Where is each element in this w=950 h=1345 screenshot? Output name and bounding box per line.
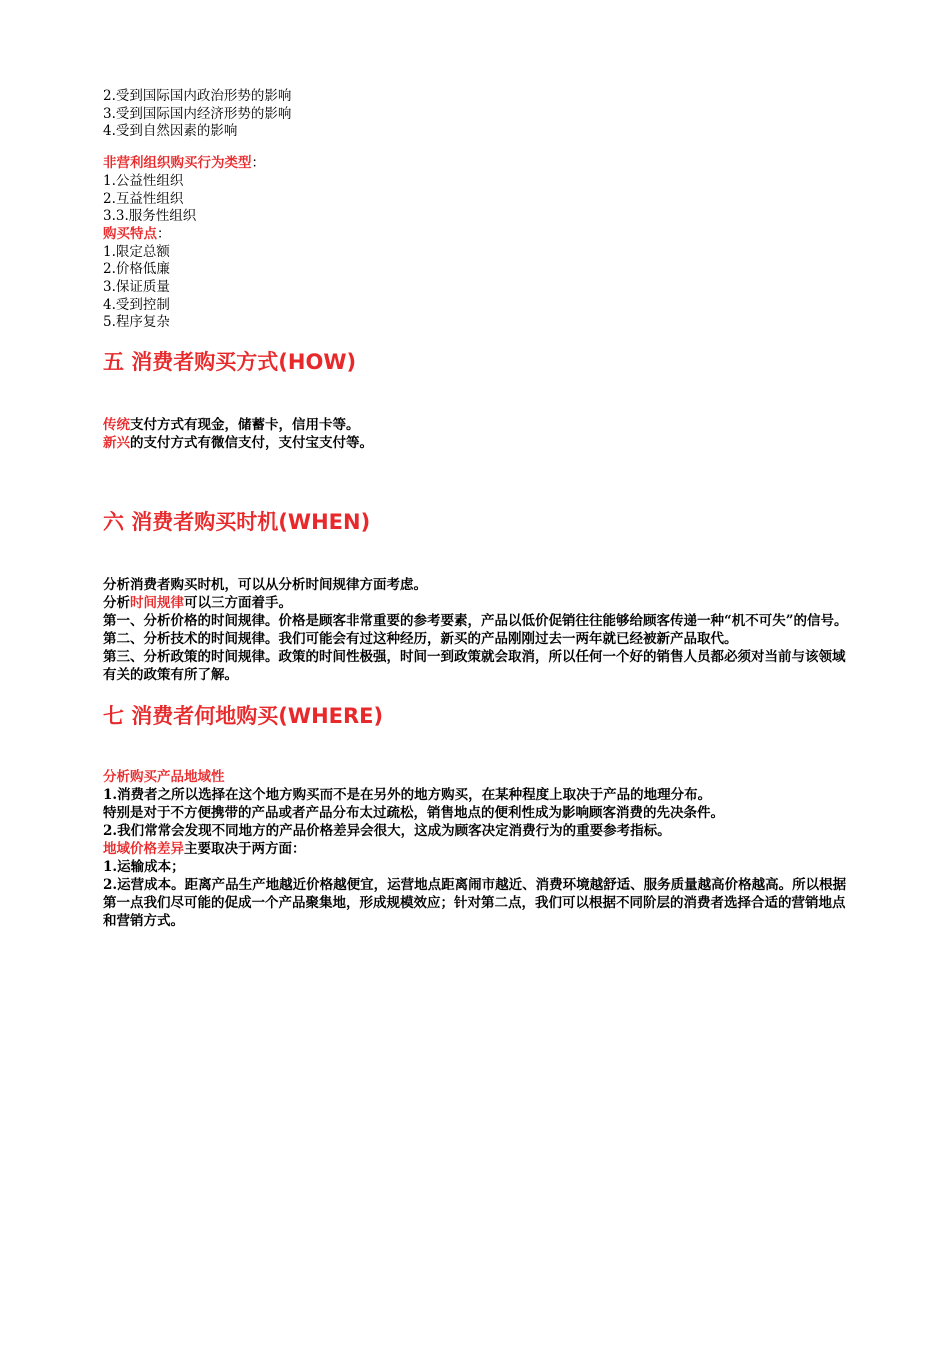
list-item: 2.互益性组织 [103,190,184,207]
section-heading-when: 六 消费者购买时机(WHEN) [103,510,371,535]
section7-body [103,768,852,930]
list-item: 5.程序复杂 [103,314,170,331]
factor-list [103,88,852,141]
subheading: 分析购买产品地域性 [103,769,225,786]
list-item: 3.3.服务性组织 [103,208,197,225]
paragraph: 地域价格差异主要取决于两方面： [103,841,306,858]
paragraph: 特别是对于不方便携带的产品或者产品分布太过疏松，销售地点的便利性成为影响顾客消费的先决条件。 [103,805,724,822]
list-item: 1.公益性组织 [103,172,184,189]
nonprofit-heading: 非营利组织购买行为类型： [103,155,265,172]
paragraph: 2.运营成本。距离产品生产地越近价格越便宜，运营地点距离闹市越近、消费环境越舒适、服务质量越高价格越高。所以根据第一点我们尽可能的促成一个产品聚集地，形成规模效应；针对第二点，我们可以根据不同阶层的消费者选择合适的营销地点和营销方式。 [103,877,847,930]
list-item: 2.价格低廉 [103,261,170,278]
paragraph: 分析时间规律可以三方面着手。 [103,595,292,612]
list-item: 3.受到国际国内经济形势的影响 [103,105,292,122]
paragraph: 传统支付方式有现金，储蓄卡，信用卡等。 [103,417,360,434]
paragraph: 第一、分析价格的时间规律。价格是顾客非常重要的参考要素，产品以低价促销往往能够给顾客传递一种“机不可失”的信号。 [103,613,848,630]
list-item: 3.保证质量 [103,279,170,296]
features-heading: 购买特点： [103,225,171,242]
nonprofit-block [103,155,852,332]
list-item: 4.受到自然因素的影响 [103,123,238,140]
paragraph: 新兴的支付方式有微信支付，支付宝支付等。 [103,435,373,452]
paragraph: 2.我们常常会发现不同地方的产品价格差异会很大，这成为顾客决定消费行为的重要参考指标。 [103,823,671,840]
paragraph: 第三、分析政策的时间规律。政策的时间性极强，时间一到政策就会取消，所以任何一个好的销售人员都必须对当前与该领域有关的政策有所了解。 [103,649,846,684]
list-item: 2.受到国际国内政治形势的影响 [103,88,292,104]
paragraph: 第二、分析技术的时间规律。我们可能会有过这种经历，新买的产品刚刚过去一两年就已经被新产品取代。 [103,631,738,648]
section-heading-how: 五 消费者购买方式(HOW) [103,350,357,375]
list-item: 1.限定总额 [103,243,170,260]
list-item: 4.受到控制 [103,296,170,313]
section5-body [103,416,852,452]
section-heading-where: 七 消费者何地购买(WHERE) [103,704,384,729]
paragraph: 1.消费者之所以选择在这个地方购买而不是在另外的地方购买，在某种程度上取决于产品的地理分布。 [103,787,712,804]
section6-body [103,576,852,684]
paragraph: 分析消费者购买时机，可以从分析时间规律方面考虑。 [103,577,427,594]
paragraph: 1.运输成本； [103,859,185,876]
